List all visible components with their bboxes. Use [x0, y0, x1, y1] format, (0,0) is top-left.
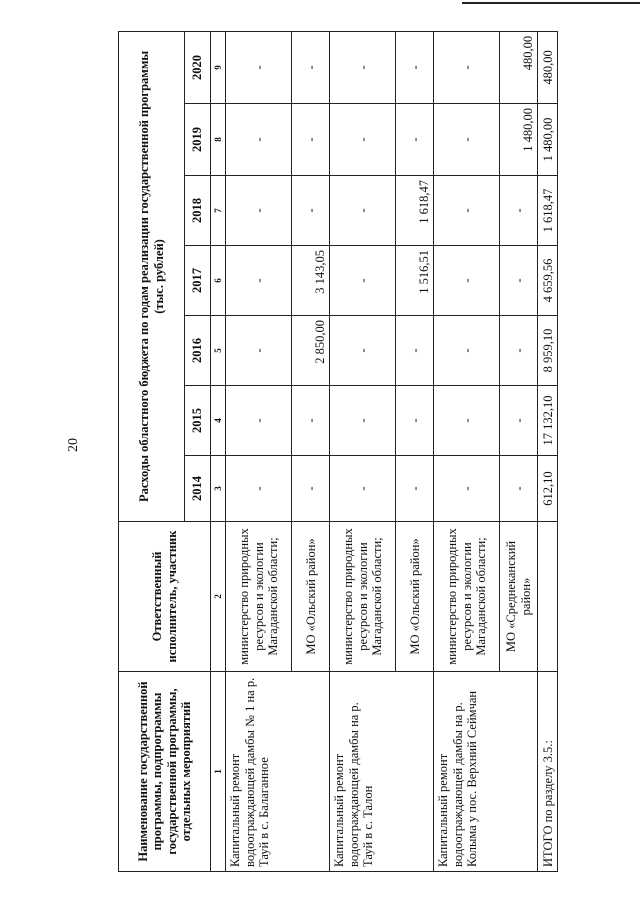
column-number: 5: [211, 316, 226, 386]
cell-value: -: [330, 386, 396, 456]
cell-value: -: [226, 176, 292, 246]
total-executor-empty: [538, 522, 558, 672]
total-label: ИТОГО по разделу 3.5.:: [538, 672, 558, 872]
total-value: 4 659,56: [538, 246, 558, 316]
cell-value: -: [500, 386, 538, 456]
cell-value: -: [330, 104, 396, 176]
cell-value: -: [292, 104, 330, 176]
header-year: 2017: [185, 246, 211, 316]
cell-value: -: [292, 456, 330, 522]
executor-label: МО «Ольский район»: [396, 522, 434, 672]
cell-value: -: [434, 386, 500, 456]
cell-value: 1 480,00: [500, 104, 538, 176]
table-row: [330, 31, 396, 871]
cell-value: -: [396, 316, 434, 386]
budget-table-wrapper: [118, 32, 555, 872]
cell-value: -: [226, 386, 292, 456]
executor-label: МО «Среднеканский район»: [500, 522, 538, 672]
cell-value: -: [226, 246, 292, 316]
executor-label: министерство природных ресурсов и экологии Магаданской области;: [434, 522, 500, 672]
cell-value: -: [396, 456, 434, 522]
executor-label: министерство природных ресурсов и экологии Магаданской области;: [330, 522, 396, 672]
cell-value: -: [434, 316, 500, 386]
cell-value: -: [396, 386, 434, 456]
cell-value: -: [396, 104, 434, 176]
measure-name: Капитальный ремонт водоограждающей дамбы № 1 на р. Тауй в с. Балаганное: [226, 672, 330, 872]
total-value: 480,00: [538, 31, 558, 103]
cell-value: -: [330, 246, 396, 316]
header-year: 2016: [185, 316, 211, 386]
cell-value: -: [434, 104, 500, 176]
cell-value: -: [500, 246, 538, 316]
total-value: 1 480,00: [538, 104, 558, 176]
header-year: 2019: [185, 104, 211, 176]
cell-value: -: [226, 104, 292, 176]
executor-label: министерство природных ресурсов и экологии Магаданской области;: [226, 522, 292, 672]
cell-value: -: [330, 31, 396, 103]
cell-value: -: [292, 31, 330, 103]
cell-value: 3 143,05: [292, 246, 330, 316]
column-number: 2: [211, 522, 226, 672]
column-number: 9: [211, 31, 226, 103]
column-number: 6: [211, 246, 226, 316]
column-number: 1: [211, 672, 226, 872]
total-value: 17 132,10: [538, 386, 558, 456]
total-row: [538, 31, 558, 871]
measure-name: Капитальный ремонт водоограждающей дамбы на р. Тауй в с. Талон: [330, 672, 434, 872]
column-number: 4: [211, 386, 226, 456]
header-budget-group: Расходы областного бюджета по годам реализации государственной программы (тыс. рублей): [119, 31, 185, 521]
cell-value: -: [330, 316, 396, 386]
cell-value: -: [500, 316, 538, 386]
budget-table: [118, 31, 558, 872]
cell-value: 1 516,51: [396, 246, 434, 316]
cell-value: -: [292, 176, 330, 246]
total-value: 8 959,10: [538, 316, 558, 386]
header-year: 2020: [185, 31, 211, 103]
table-row: [434, 31, 500, 871]
total-value: 612,10: [538, 456, 558, 522]
cell-value: -: [330, 176, 396, 246]
cell-value: 1 618,47: [396, 176, 434, 246]
cell-value: -: [226, 31, 292, 103]
cell-value: -: [396, 31, 434, 103]
cell-value: -: [292, 386, 330, 456]
total-value: 1 618,47: [538, 176, 558, 246]
header-year: 2014: [185, 456, 211, 522]
cell-value: -: [434, 176, 500, 246]
cell-value: -: [500, 176, 538, 246]
cell-value: 480,00: [500, 31, 538, 103]
measure-name: Капитальный ремонт водоограждающей дамбы на р. Колыма у пос. Верхний Сеймчан: [434, 672, 538, 872]
cell-value: -: [500, 456, 538, 522]
top-rule: [462, 2, 640, 4]
header-year: 2015: [185, 386, 211, 456]
page-number: 20: [66, 438, 81, 452]
cell-value: -: [330, 456, 396, 522]
column-number: 8: [211, 104, 226, 176]
cell-value: -: [226, 316, 292, 386]
header-name: Наименование государственной программы, подпрограммы государственной программы, отдельных мероприятий: [119, 672, 211, 872]
header-year: 2018: [185, 176, 211, 246]
cell-value: 2 850,00: [292, 316, 330, 386]
table-row: [226, 31, 292, 871]
cell-value: -: [434, 31, 500, 103]
column-number: 7: [211, 176, 226, 246]
cell-value: -: [434, 246, 500, 316]
column-number: 3: [211, 456, 226, 522]
executor-label: МО «Ольский район»: [292, 522, 330, 672]
cell-value: -: [226, 456, 292, 522]
cell-value: -: [434, 456, 500, 522]
header-executor: Ответственный исполнитель, участник: [119, 522, 211, 672]
